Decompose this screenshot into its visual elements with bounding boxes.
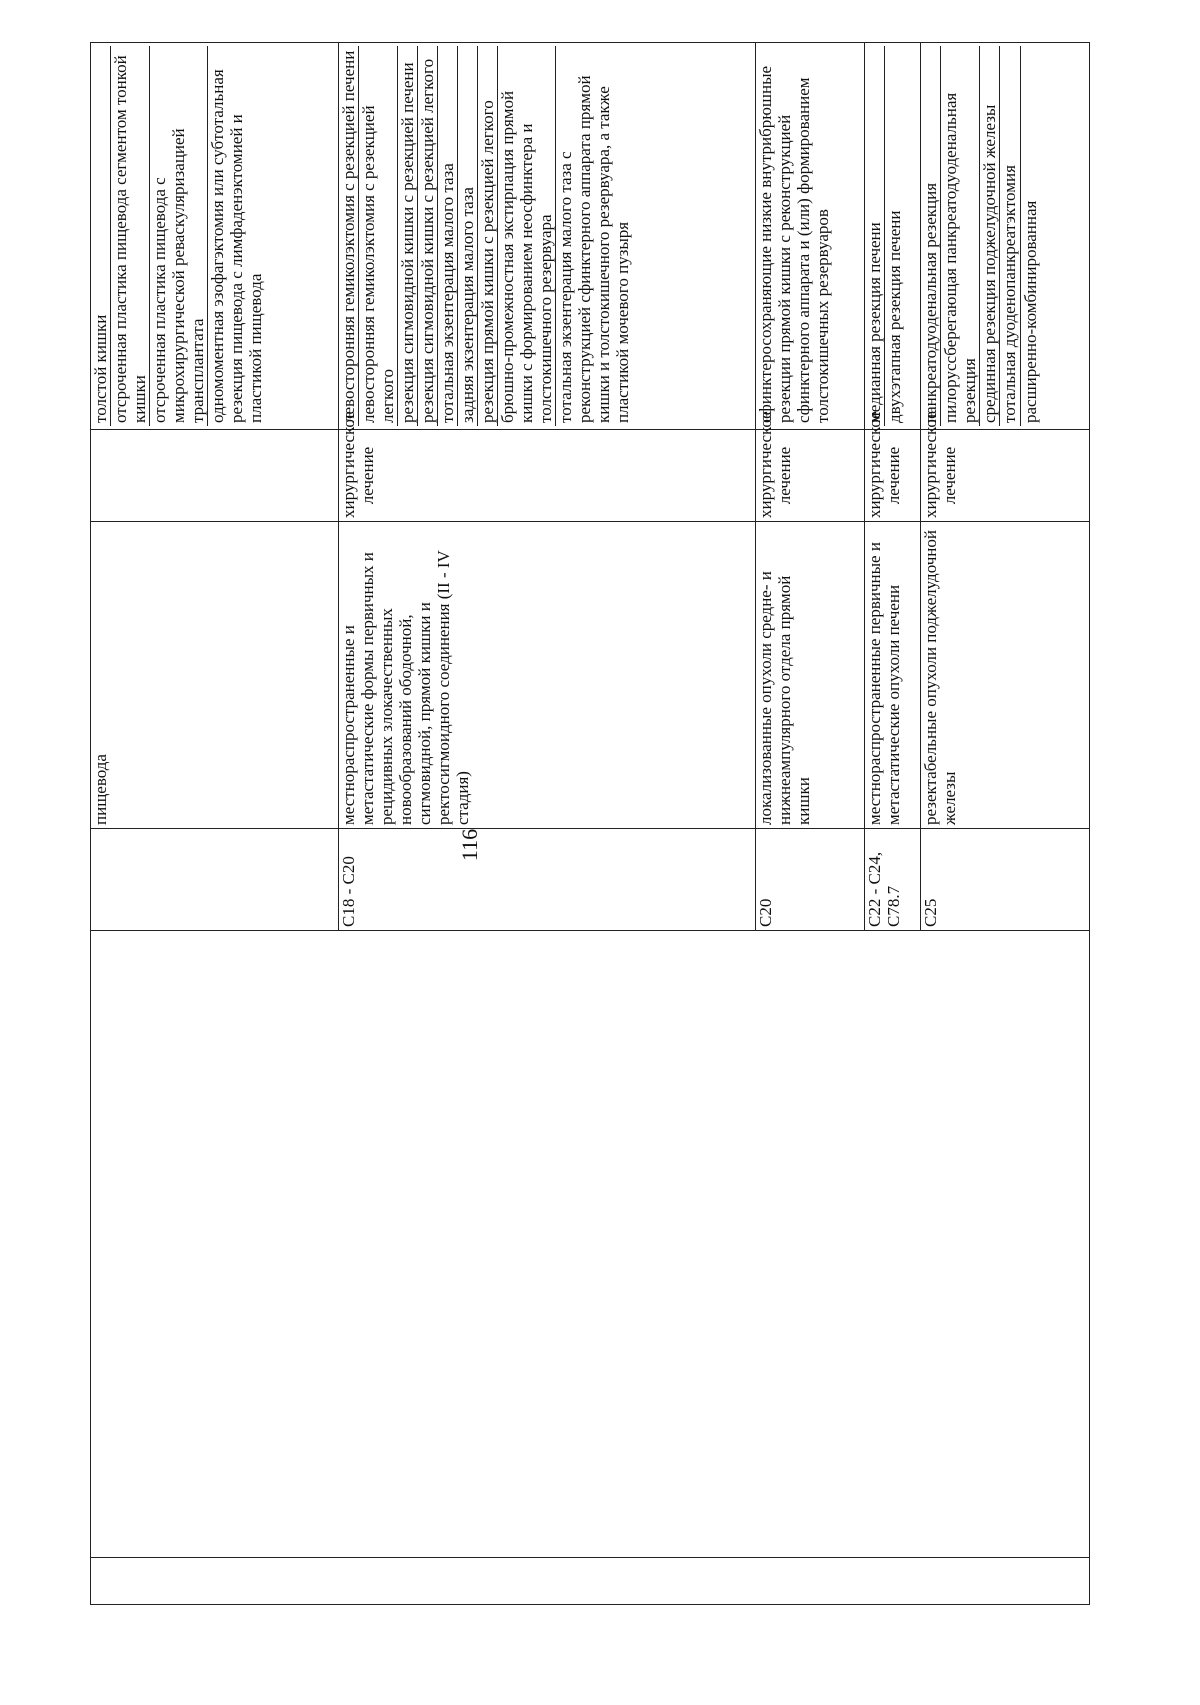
table-row bbox=[91, 43, 339, 1605]
method-cell bbox=[921, 43, 1090, 430]
page-number: 116 bbox=[457, 828, 482, 862]
treatment-type-cell: хирургическое лечение bbox=[864, 430, 921, 522]
method-cell bbox=[755, 43, 864, 430]
treatment-type-cell: хирургическое лечение bbox=[921, 430, 1090, 522]
treatment-type-cell: хирургическое лечение bbox=[338, 430, 755, 522]
icd-code-cell: C22 - C24, C78.7 bbox=[864, 829, 921, 931]
method-cell bbox=[338, 43, 755, 430]
method-item: медианная резекция печени bbox=[865, 46, 885, 426]
treatment-type-cell bbox=[91, 430, 339, 522]
method-item: отсроченная пластика пищевода с микрохирургической реваскуляризацией трансплантата bbox=[150, 46, 208, 426]
method-item: левосторонняя гемиколэктомия с резекцией легкого bbox=[359, 46, 398, 426]
method-item: одномоментная эзофагэктомия или субтотальная резекция пищевода с лимфаденэктомией и пластикой пищевода bbox=[208, 69, 266, 423]
icd-code-cell: C20 bbox=[755, 829, 864, 931]
method-item: сфинктеросохраняющие низкие внутрибрюшные резекции прямой кишки с реконструкцией сфинктерного аппарата и (или) формированием толстокишечных резервуаров bbox=[755, 65, 832, 423]
method-item: отсроченная пластика пищевода сегментом тонкой кишки bbox=[111, 46, 150, 426]
method-item: резекция сигмовидной кишки с резекцией печени bbox=[398, 46, 418, 426]
method-item: тотальная экзентерация малого таза с реконструкцией сфинктерного аппарата прямой кишки и толстокишечного резервуара, а также пластикой мочевого пузыря bbox=[556, 75, 633, 423]
rotated-table-frame bbox=[90, 50, 1090, 1605]
method-item: расширенно-комбинированная bbox=[1020, 200, 1040, 423]
method-item: тотальная экзентерация малого таза bbox=[438, 46, 458, 426]
method-item: задняя экзентерация малого таза bbox=[458, 46, 478, 426]
method-item: пилоруссберегающая панкреатодуоденальная резекция bbox=[941, 46, 980, 426]
patient-model-cell: местнораспространенные и метастатические формы первичных и рецидивных злокачественных новообразований ободочной, сигмовидной, прямой кишки и ректосигмоидного соединения (II - IV стадия) bbox=[338, 522, 755, 829]
name-cell bbox=[91, 931, 1090, 1558]
method-item: брюшно-промежностная экстирпация прямой кишки с формированием неосфинктера и толстокишечного резервуара bbox=[498, 46, 556, 426]
patient-model-cell: локализованные опухоли средне- и нижнеампулярного отдела прямой кишки bbox=[755, 522, 864, 829]
method-item: двухэтапная резекция печени bbox=[884, 210, 904, 423]
patient-model-cell: резектабельные опухоли поджелудочной железы bbox=[921, 522, 1090, 829]
method-item: резекция прямой кишки с резекцией легкого bbox=[478, 46, 498, 426]
patient-model-cell: пищевода bbox=[91, 522, 339, 829]
treatment-table bbox=[90, 42, 1090, 1605]
patient-model-cell: местнораспространенные первичные и метастатические опухоли печени bbox=[864, 522, 921, 829]
method-item: тотальная дуоденопанкреатэктомия bbox=[1000, 46, 1020, 426]
method-item: толстой кишки bbox=[91, 46, 111, 426]
method-cell bbox=[91, 43, 339, 430]
method-item: левосторонняя гемиколэктомия с резекцией печени bbox=[339, 46, 359, 426]
number-cell bbox=[91, 1558, 1090, 1605]
method-item: панкреатодуоденальная резекция bbox=[921, 46, 941, 426]
icd-code-cell bbox=[91, 829, 339, 931]
method-item: резекция сигмовидной кишки с резекцией легкого bbox=[418, 46, 438, 426]
treatment-type-cell: хирургическое лечение bbox=[755, 430, 864, 522]
method-item: срединная резекция поджелудочной железы bbox=[980, 46, 1000, 426]
icd-code-cell: C25 bbox=[921, 829, 1090, 931]
method-cell bbox=[864, 43, 921, 430]
icd-code-cell: C18 - C20 bbox=[338, 829, 755, 931]
